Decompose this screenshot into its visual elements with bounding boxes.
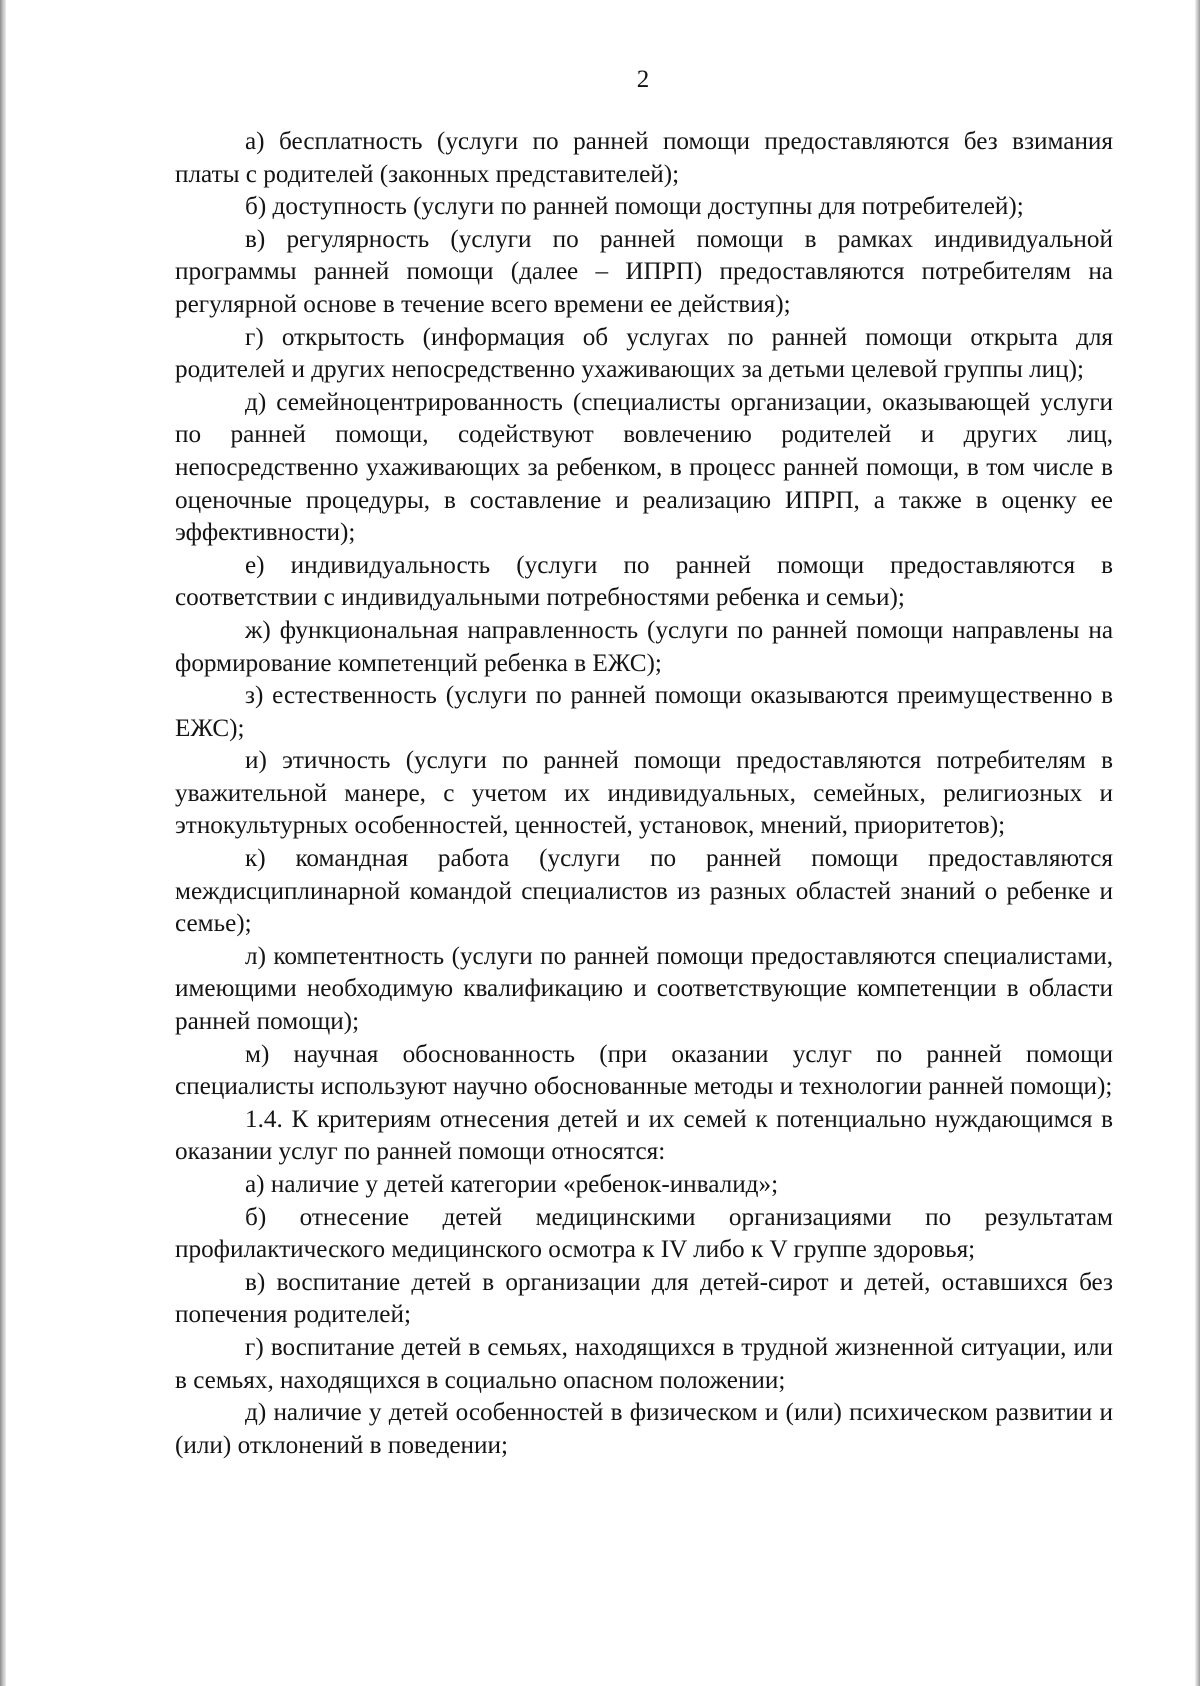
paragraph-d-family-centered: д) семейноцентрированность (специалисты организации, оказывающей услуги по ранней помощи, содействуют вовлечению родителей и других лиц, непосредственно ухаживающих за ребенком, в процесс ранней помощи, в том числе в оценочные процедуры, в составление и реализацию ИПРП, а также в оценку ее эффективности); — [175, 388, 1113, 547]
paragraph-k-teamwork: к) командная работа (услуги по ранней помощи предоставляются междисциплинарной командой специалистов из разных областей знаний о ребенке и семье); — [175, 845, 1113, 938]
paragraph-z-naturalness: з) естественность (услуги по ранней помощи оказываются преимущественно в ЕЖС); — [175, 682, 1113, 742]
paragraph-m-scientific: м) научная обоснованность (при оказании услуг по ранней помощи специалисты используют научно обоснованные методы и технологии ранней помощи); — [175, 1040, 1113, 1101]
criteria-b-health-group: б) отнесение детей медицинскими организациями по результатам профилактического медицинского осмотра к IV либо к V группе здоровья; — [175, 1203, 1113, 1264]
paragraph-l-competence: л) компетентность (услуги по ранней помощи предоставляются специалистами, имеющими необходимую квалификацию и соответствующие компетенции в области ранней помощи); — [175, 942, 1113, 1036]
paragraph-g-openness: г) открытость (информация об услугах по ранней помощи открыта для родителей и других непосредственно ухаживающих за детьми целевой группы лиц); — [175, 323, 1113, 384]
document-body — [175, 126, 1113, 1462]
criteria-a-disabled-child: а) наличие у детей категории «ребенок-инвалид»; — [245, 1171, 779, 1198]
criteria-d-development: д) наличие у детей особенностей в физическом и (или) психическом развитии и (или) отклонений в поведении; — [175, 1399, 1113, 1459]
criteria-v-orphans: в) воспитание детей в организации для детей-сирот и детей, оставшихся без попечения родителей; — [175, 1268, 1113, 1329]
paragraph-zh-functional: ж) функциональная направленность (услуги по ранней помощи направлены на формирование компетенций ребенка в ЕЖС); — [175, 616, 1113, 677]
page-number: 2 — [636, 66, 650, 93]
section-1-4-heading: 1.4. К критериям отнесения детей и их семей к потенциально нуждающимся в оказании услуг по ранней помощи относятся: — [175, 1105, 1113, 1166]
scan-edge-left — [0, 0, 6, 1686]
paragraph-i-ethics: и) этичность (услуги по ранней помощи предоставляются потребителям в уважительной манере, с учетом их индивидуальных, семейных, религиозных и этнокультурных особенностей, ценностей, установок, мнений, приоритетов); — [175, 747, 1113, 840]
paragraph-v-regularity: в) регулярность (услуги по ранней помощи в рамках индивидуальной программы ранней помощи (далее – ИПРП) предоставляются потребителям на регулярной основе в течение всего времени ее действия); — [175, 225, 1113, 318]
criteria-g-difficult-situation: г) воспитание детей в семьях, находящихся в трудной жизненной ситуации, или в семьях, находящихся в социально опасном положении; — [175, 1333, 1113, 1394]
paragraph-e-individuality: е) индивидуальность (услуги по ранней помощи предоставляются в соответствии с индивидуальными потребностями ребенка и семьи); — [175, 551, 1113, 612]
paragraph-a-free: а) бесплатность (услуги по ранней помощи предоставляются без взимания платы с родителей (законных представителей); — [175, 128, 1113, 188]
paragraph-b-accessibility: б) доступность (услуги по ранней помощи доступны для потребителей); — [245, 193, 1024, 221]
scan-edge-right — [1195, 0, 1200, 1686]
